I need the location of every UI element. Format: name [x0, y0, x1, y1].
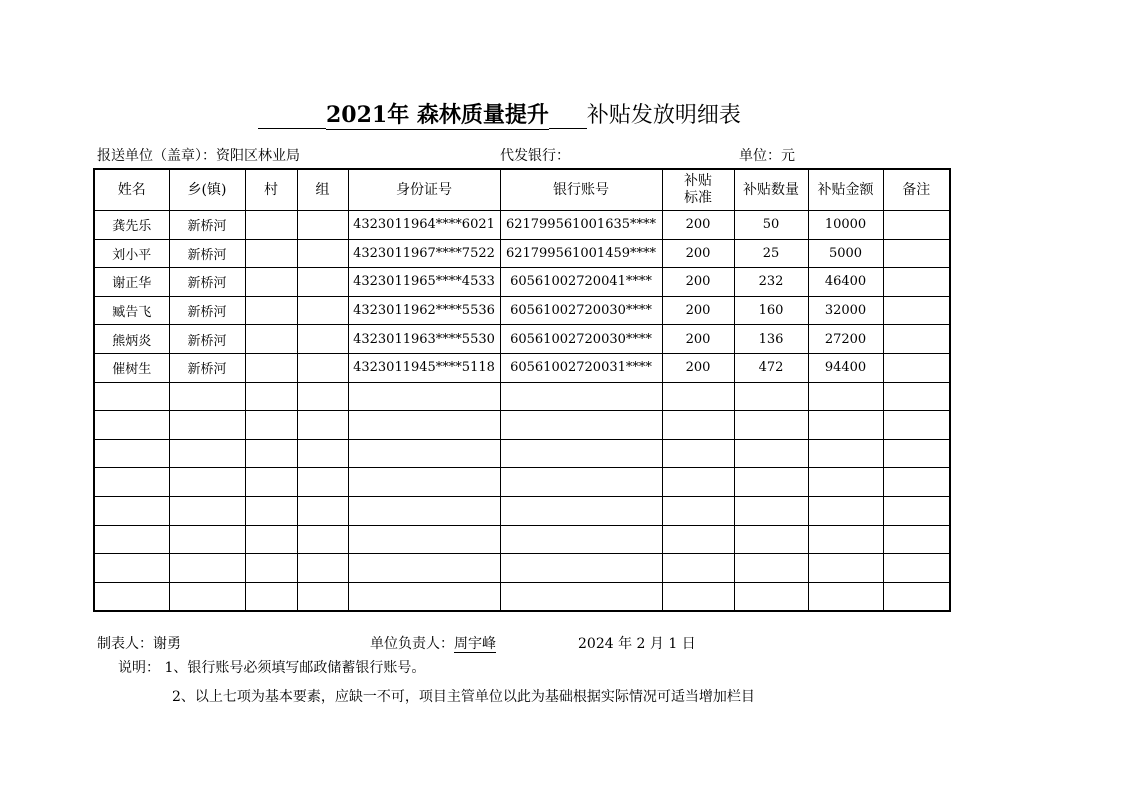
cell-id-number: 4323011964****6021 [348, 211, 500, 240]
header-subsidy-quantity: 补贴数量 [734, 169, 808, 211]
reporting-unit-label: 报送单位（盖章）： [97, 148, 216, 164]
empty-row [94, 411, 950, 440]
cell-township: 新桥河 [169, 268, 245, 297]
cell-standard: 200 [662, 211, 734, 240]
currency-unit-label: 单位：元 [739, 148, 795, 164]
cell-remarks [883, 325, 950, 354]
cell-group [297, 353, 348, 382]
empty-row [94, 554, 950, 583]
preparer [97, 633, 181, 653]
title-year: 2021年 [326, 102, 410, 128]
cell-remarks [883, 296, 950, 325]
cell-bank-account: 621799561001635**** [500, 211, 662, 240]
empty-row [94, 525, 950, 554]
report-date: 2024 年 2 月 1 日 [578, 636, 696, 652]
cell-quantity: 160 [734, 296, 808, 325]
cell-name: 龚先乐 [94, 211, 169, 240]
cell-id-number: 4323011962****5536 [348, 296, 500, 325]
cell-remarks [883, 239, 950, 268]
cell-township: 新桥河 [169, 296, 245, 325]
preparer-value: 谢勇 [153, 636, 181, 652]
header-group: 组 [297, 169, 348, 211]
cell-amount: 27200 [808, 325, 883, 354]
cell-standard: 200 [662, 268, 734, 297]
header-subsidy-standard [662, 169, 734, 211]
reporting-unit-value: 资阳区林业局 [216, 148, 300, 164]
cell-quantity: 25 [734, 239, 808, 268]
cell-group [297, 268, 348, 297]
title-blank-underline [258, 102, 326, 129]
cell-quantity: 50 [734, 211, 808, 240]
header-subsidy-standard-line2: 标准 [684, 190, 712, 206]
table-row [94, 353, 950, 382]
empty-row [94, 439, 950, 468]
cell-group [297, 325, 348, 354]
cell-name: 臧告飞 [94, 296, 169, 325]
cell-township: 新桥河 [169, 353, 245, 382]
header-remarks: 备注 [883, 169, 950, 211]
cell-remarks [883, 211, 950, 240]
cell-id-number: 4323011963****5530 [348, 325, 500, 354]
cell-village [245, 296, 297, 325]
cell-name: 催树生 [94, 353, 169, 382]
unit-head-value: 周宇峰 [454, 636, 496, 652]
cell-bank-account: 621799561001459**** [500, 239, 662, 268]
cell-quantity: 232 [734, 268, 808, 297]
table-body [94, 211, 950, 612]
cell-id-number: 4323011967****7522 [348, 239, 500, 268]
title-blank-underline-2 [549, 102, 587, 129]
cell-village [245, 211, 297, 240]
empty-row [94, 582, 950, 611]
cell-amount: 94400 [808, 353, 883, 382]
document-title [258, 98, 858, 132]
header-subsidy-standard-line1: 补贴 [684, 173, 712, 189]
cell-quantity: 472 [734, 353, 808, 382]
cell-township: 新桥河 [169, 211, 245, 240]
header-bank-account: 银行账号 [500, 169, 662, 211]
cell-village [245, 268, 297, 297]
unit-head-label: 单位负责人： [370, 636, 454, 652]
cell-standard: 200 [662, 239, 734, 268]
cell-bank-account: 60561002720041**** [500, 268, 662, 297]
cell-id-number: 4323011965****4533 [348, 268, 500, 297]
cell-bank-account: 60561002720031**** [500, 353, 662, 382]
cell-group [297, 239, 348, 268]
table-header-row [94, 169, 950, 211]
cell-bank-account: 60561002720030**** [500, 296, 662, 325]
cell-township: 新桥河 [169, 325, 245, 354]
cell-group [297, 211, 348, 240]
cell-village [245, 239, 297, 268]
subsidy-table [93, 168, 951, 612]
cell-amount: 46400 [808, 268, 883, 297]
preparer-label: 制表人： [97, 636, 153, 652]
header-village: 村 [245, 169, 297, 211]
cell-village [245, 353, 297, 382]
header-name: 姓名 [94, 169, 169, 211]
cell-group [297, 296, 348, 325]
cell-standard: 200 [662, 296, 734, 325]
issuing-bank-label: 代发银行： [500, 148, 570, 164]
title-suffix: 补贴发放明细表 [586, 103, 741, 128]
cell-remarks [883, 353, 950, 382]
header-township: 乡(镇) [169, 169, 245, 211]
cell-bank-account: 60561002720030**** [500, 325, 662, 354]
note-2: 2、以上七项为基本要素，应缺一不可，项目主管单位以此为基础根据实际情况可适当增加栏目 [172, 689, 755, 705]
cell-amount: 10000 [808, 211, 883, 240]
header-subsidy-amount: 补贴金额 [808, 169, 883, 211]
note-label: 说明： [118, 660, 160, 676]
cell-name: 谢正华 [94, 268, 169, 297]
header-id-number: 身份证号 [348, 169, 500, 211]
table-row [94, 268, 950, 297]
table-row [94, 325, 950, 354]
empty-row [94, 382, 950, 411]
cell-name: 刘小平 [94, 239, 169, 268]
table-row [94, 239, 950, 268]
cell-village [245, 325, 297, 354]
reporting-unit [97, 145, 300, 165]
table-row [94, 211, 950, 240]
cell-id-number: 4323011945****5118 [348, 353, 500, 382]
cell-remarks [883, 268, 950, 297]
cell-standard: 200 [662, 353, 734, 382]
cell-standard: 200 [662, 325, 734, 354]
cell-amount: 32000 [808, 296, 883, 325]
title-project: 森林质量提升 [416, 102, 549, 128]
unit-head [370, 633, 496, 653]
cell-name: 熊炳炎 [94, 325, 169, 354]
table-row [94, 296, 950, 325]
cell-township: 新桥河 [169, 239, 245, 268]
cell-amount: 5000 [808, 239, 883, 268]
note-1-text: 1、银行账号必须填写邮政储蓄银行账号。 [164, 660, 426, 676]
note-1 [118, 657, 425, 677]
empty-row [94, 468, 950, 497]
cell-quantity: 136 [734, 325, 808, 354]
empty-row [94, 496, 950, 525]
